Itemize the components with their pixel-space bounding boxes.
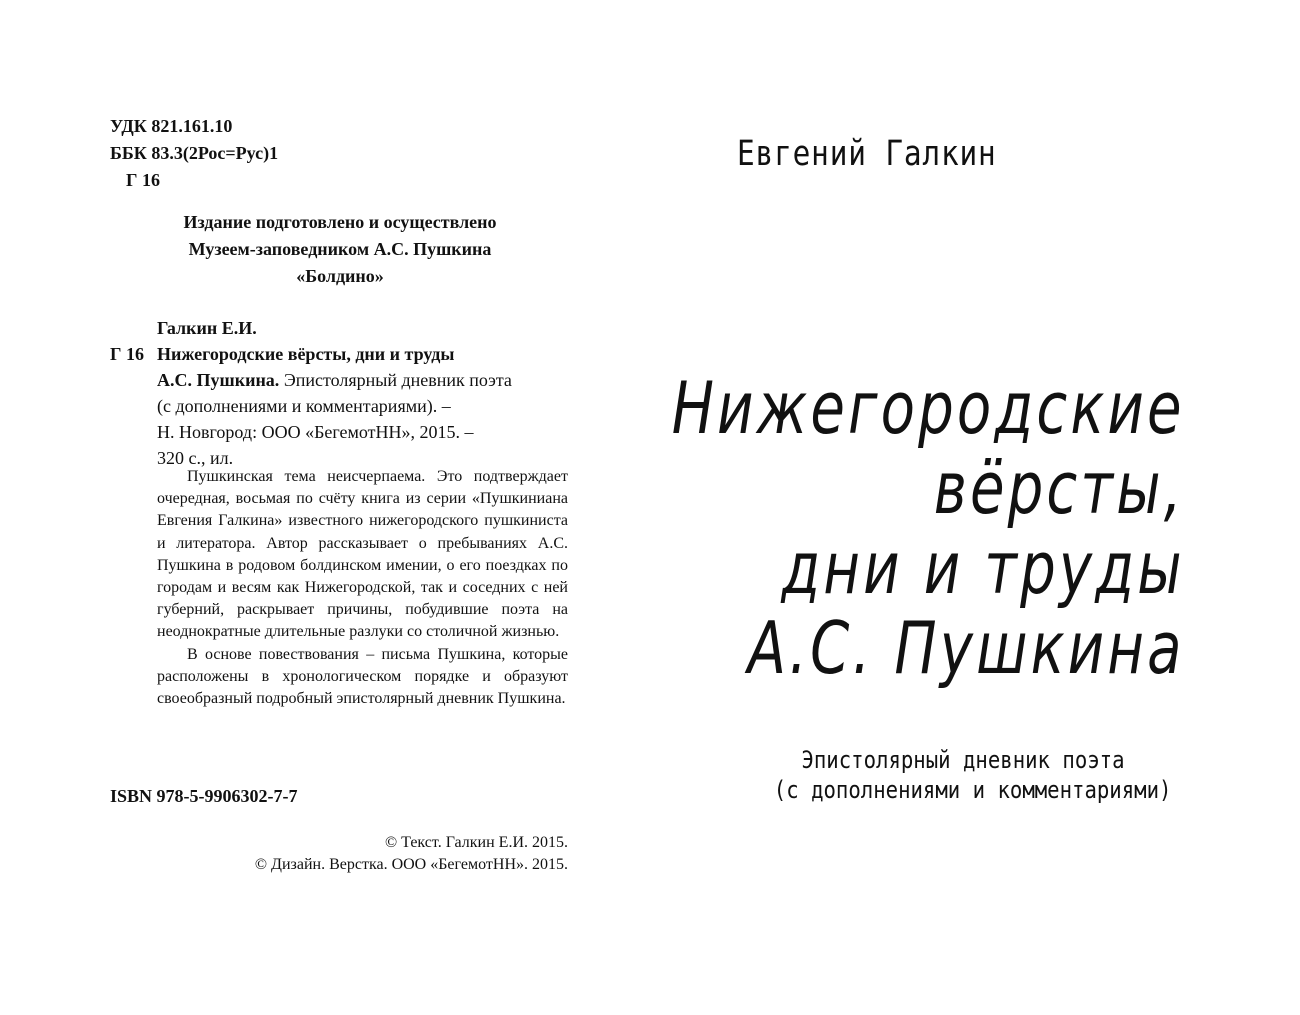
copyright-design: © Дизайн. Верстка. ООО «БегемотНН». 2015. [254, 856, 568, 873]
publisher-note-line: Музеем-заповедником А.С. Пушкина [188, 239, 492, 259]
annotation-paragraph: Пушкинская тема неисчерпаема. Это подтверждает очередная, восьмая по счёту книга из серии «Пушкиниана Евгения Галкина» известного нижегородского пушкиниста и литератора. Автор рассказывает о пребываниях А.С. Пушкина в родовом болдинском имении, о его поездках по городам и весям как Нижегородской, так и соседних с ней губерний, раскрывает причины, побудившие поэта на неоднократные длительные разлуки со столичной жизнью. [157, 468, 568, 641]
catalog-line3: (с дополнениями и комментариями). – [157, 396, 451, 416]
book-subtitle [743, 745, 1183, 805]
isbn: ISBN 978-5-9906302-7-7 [110, 786, 298, 806]
catalog-title-line2-rest: Эпистолярный дневник поэта [279, 370, 512, 390]
catalog-line5: 320 с., ил. [157, 448, 234, 468]
book-title-line: дни и труды [781, 526, 1185, 610]
catalog-record [110, 315, 580, 471]
bbk-code: ББК 83.3(2Рос=Рус)1 [110, 143, 279, 163]
copyright-block [110, 832, 568, 876]
catalog-title-line1: Нижегородские вёрсты, дни и труды [157, 344, 455, 364]
catalog-line4: Н. Новгород: ООО «БегемотНН», 2015. – [157, 422, 474, 442]
publisher-note [110, 209, 570, 290]
subtitle-line1: Эпистолярный дневник поэта [801, 746, 1125, 774]
classification-block [110, 113, 278, 194]
catalog-code: Г 16 [110, 344, 144, 364]
book-title [527, 368, 1185, 688]
right-page-title [650, 0, 1300, 1015]
book-title-line: Нижегородские [672, 366, 1185, 450]
catalog-title-row [110, 341, 580, 367]
book-title-line: вёрсты, [934, 446, 1185, 530]
catalog-author: Галкин Е.И. [157, 318, 257, 338]
author-name: Евгений Галкин [737, 134, 997, 174]
publisher-note-line: «Болдино» [296, 266, 384, 286]
book-title-line: А.С. Пушкина [747, 606, 1185, 690]
copyright-text: © Текст. Галкин Е.И. 2015. [385, 834, 568, 851]
udk-code: УДК 821.161.10 [110, 116, 233, 136]
publisher-note-line: Издание подготовлено и осуществлено [183, 212, 497, 232]
annotation [157, 466, 568, 710]
annotation-paragraph: В основе повествования – письма Пушкина, которые расположены в хронологическом порядке и образуют своеобразный подробный эпистолярный дневник Пушкина. [157, 645, 568, 708]
catalog-title-line2-bold: А.С. Пушкина. [157, 370, 280, 390]
subtitle-line2: (с дополнениями и комментариями) [773, 776, 1172, 804]
catalog-title-row2 [110, 367, 580, 393]
author-sign: Г 16 [126, 170, 160, 190]
